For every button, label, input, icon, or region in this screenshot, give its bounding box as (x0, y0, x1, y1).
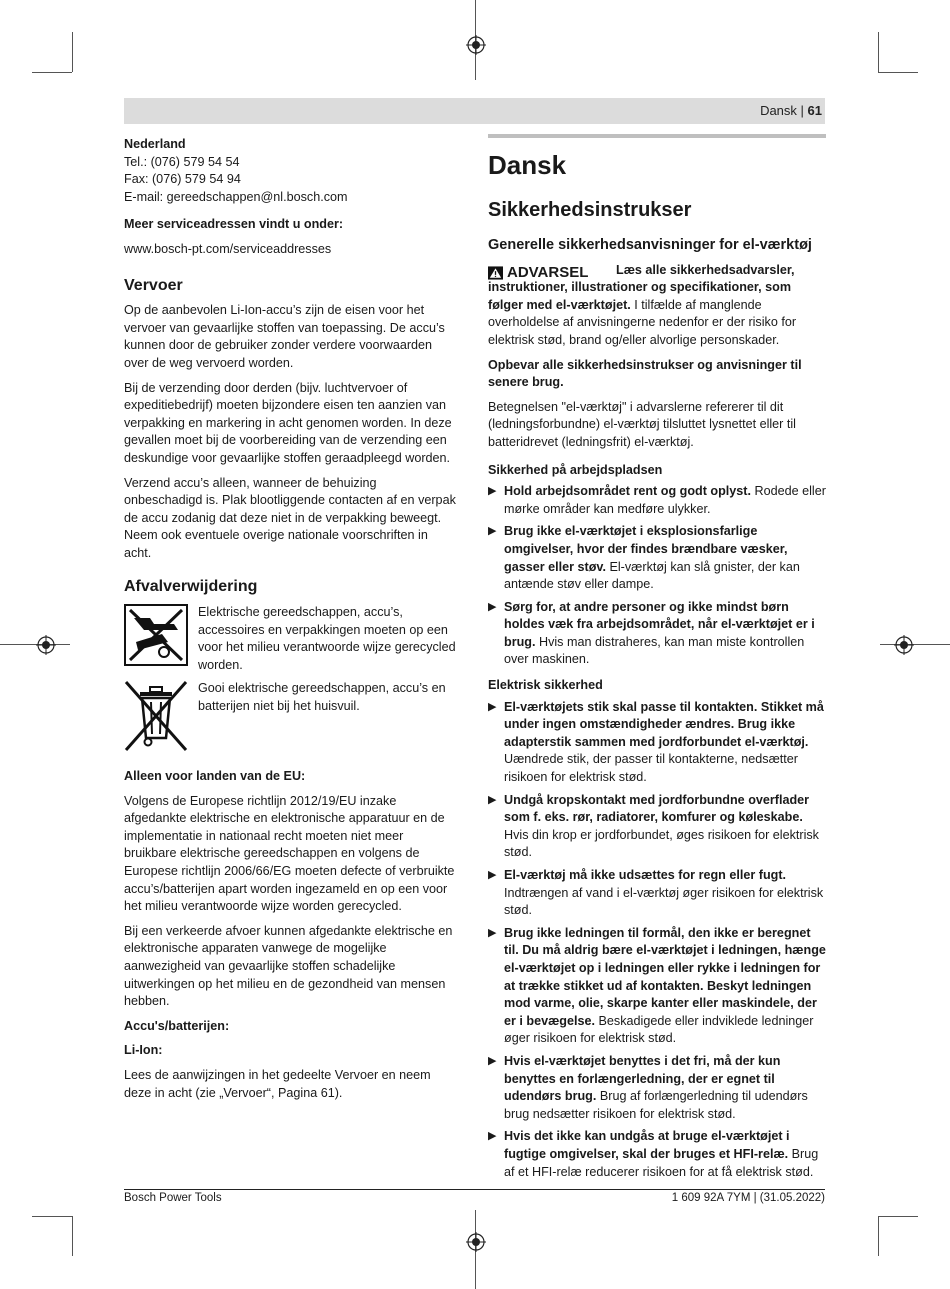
crop-mark (878, 1216, 918, 1217)
list-item (488, 1128, 826, 1181)
section-rule (488, 134, 826, 138)
list-item (488, 483, 826, 518)
left-column (124, 136, 458, 1109)
crop-mark (878, 32, 879, 72)
service-url: www.bosch-pt.com/serviceaddresses (124, 241, 332, 256)
disposal-recycle-block (124, 604, 458, 674)
list-item (488, 1053, 826, 1123)
list-item (488, 523, 826, 593)
list-item (488, 699, 826, 787)
list-item-bold: Brug ikke el-værktøjet i eksplosionsfarlige omgivelser, hvor der findes brændbare væsker, gasser eller støv. (504, 524, 788, 574)
crop-mark (878, 1216, 879, 1256)
warning-paragraph (488, 262, 826, 350)
list-item-text: Brug af et HFI-relæ reducerer risikoen for at få elektrisk stød. (504, 1146, 819, 1179)
bullet-arrow-icon: ▶ (488, 525, 497, 538)
batteries-heading: Accu's/batterijen: (124, 1018, 230, 1033)
disposal-bin-text: Gooi elektrische gereedschappen, accu’s en batterijen niet bij het huisvuil. (198, 681, 446, 714)
bullet-arrow-icon: ▶ (488, 600, 497, 613)
more-addresses-heading: Meer serviceadressen vindt u onder: (124, 217, 344, 232)
bullet-arrow-icon: ▶ (488, 926, 497, 939)
general-safety-title: Generelle sikkerhedsanvisninger for el-værktøj (488, 237, 812, 253)
list-item-bold: Hvis el-værktøjet benyttes i det fri, må der kun benyttes en forlængerledning, der er egnet til udendørs brug. (504, 1053, 781, 1104)
transport-paragraph: Bij de verzending door derden (bijv. luchtvervoer of expeditiebedrijf) moeten bijzondere eisen ten aanzien van verpakking en markering in acht genomen worden. In deze gevallen moet bij de voorbereiding van de verzending een deskundige voor gevaarlijke stoffen geraadpleegd worden. (124, 380, 452, 465)
transport-paragraph: Op de aanbevolen Li-Ion-accu’s zijn de eisen voor het vervoer van gevaarlijke stoffen van toepassing. De accu’s kunnen door de gebruiker zonder verdere voorwaarden over de weg vervoerd worden. (124, 303, 445, 370)
crop-mark (32, 1216, 72, 1217)
crop-mark (72, 1216, 73, 1256)
crop-mark (880, 644, 950, 645)
email-address: E-mail: gereedschappen@nl.bosch.com (124, 189, 348, 204)
disposal-bin-block (124, 680, 458, 758)
transport-heading: Vervoer (124, 276, 183, 294)
electrical-safety-heading: Elektrisk sikkerhed (488, 678, 603, 693)
crop-mark (878, 72, 918, 73)
warning-label: ADVARSEL (507, 264, 589, 281)
list-item-bold: Sørg for, at andre personer og ikke mindst børn holdes væk fra arbejdsområdet, når el-værktøjet er i brug. (504, 599, 815, 649)
disposal-recycle-text: Elektrische gereedschappen, accu’s, accessoires en verpakkingen moeten op een voor het milieu verantwoorde wijze gerecycled worden. (198, 605, 456, 672)
registration-mark-icon (894, 635, 914, 655)
list-item-bold: El-værktøjets stik skal passe til kontakten. Stikket må under ingen omstændigheder ændres. Brug ikke adapterstik sammen med jordforbundet el-værktøj. (504, 699, 824, 749)
bullet-arrow-icon: ▶ (488, 485, 497, 498)
registration-mark-icon (466, 1232, 486, 1252)
language-title: Dansk (488, 150, 567, 180)
crop-mark (72, 32, 73, 72)
crop-mark (0, 644, 70, 645)
fax-number: Fax: (076) 579 54 94 (124, 172, 241, 187)
footer-doc-number: 1 609 92A 7YM | (31.05.2022) (671, 1192, 825, 1204)
bullet-arrow-icon: ▶ (488, 869, 497, 881)
list-item (488, 599, 826, 669)
registration-mark-icon (466, 35, 486, 55)
work-area-heading: Sikkerhed på arbejdspladsen (488, 462, 663, 477)
header-language: Dansk (760, 103, 797, 118)
list-item-bold: El-værktøj må ikke udsættes for regn eller fugt. (504, 868, 787, 882)
bullet-arrow-icon: ▶ (488, 793, 497, 806)
bullet-arrow-icon: ▶ (488, 700, 497, 713)
bullet-arrow-icon: ▶ (488, 1054, 497, 1067)
list-item-text: Brug af forlængerledning til udendørs brug nedsætter risikoen for elektrisk stød. (504, 1089, 808, 1121)
country-heading: Nederland (124, 137, 186, 151)
liion-heading: Li-Ion: (124, 1043, 163, 1058)
recycle-tools-icon (124, 604, 188, 666)
list-item-text: El-værktøj kan slå gnister, der kan antænde støv eller dampe. (504, 559, 800, 592)
list-item-bold: Undgå kropskontakt med jordforbundne overflader som f. eks. rør, radiatorer, komfurer og køleskabe. (504, 792, 810, 825)
liion-paragraph: Lees de aanwijzingen in het gedeelte Vervoer en neem deze in acht (zie „Vervoer“, Pagina 61). (124, 1067, 431, 1100)
list-item-bold: Hold arbejdsområdet rent og godt oplyst. (504, 484, 751, 499)
warning-text: I tilfælde af manglende overholdelse af anvisningerne nedenfor er der risiko for elektrisk stød, brand og/eller alvorlige personskader. (488, 297, 797, 347)
keep-instructions-text: Opbevar alle sikkerhedsinstrukser og anvisninger til senere brug. (488, 357, 802, 390)
eu-heading: Alleen voor landen van de EU: (124, 769, 306, 784)
transport-paragraph: Verzend accu’s alleen, wanneer de behuizing onbeschadigd is. Plak blootliggende contacten af en verpak de accu zodanig dat deze niet in de verpakking beweegt. Neem ook eventuele overige nationale voorschriften in acht. (124, 475, 456, 560)
crop-mark (32, 72, 72, 73)
list-item-text: Indtrængen af vand i el-værktøj øger risikoen for elektrisk stød. (504, 885, 824, 918)
list-item-text: Beskadigede eller indviklede ledninger øger risikoen for elektrisk stød. (504, 1013, 814, 1046)
list-item-text: Hvis man distraheres, kan man miste kontrollen over maskinen. (504, 634, 805, 667)
work-area-list (488, 483, 826, 669)
page-header: Dansk | 61 (760, 103, 822, 118)
list-item (488, 867, 826, 920)
list-item-text: Hvis din krop er jordforbundet, øges risikoen for elektrisk stød. (504, 827, 819, 860)
warning-bold-text: Læs alle sikkerhedsadvarsler, instruktioner, illustrationer og specifikationer, som følger med el-værktøjet. (488, 262, 795, 312)
footer-rule (124, 1189, 825, 1190)
list-item-bold: Brug ikke ledningen til formål, den ikke er beregnet til. Du må aldrig bære el-værktøjet i ledningen, hænge el-værktøjet op i ledningen eller rykke i ledningen for at trække stikket ud af kontakten. Beskyt ledningen mod varme, olie, skarpe kanter eller maskindele, der er i bevægelse. (504, 925, 826, 1028)
eu-paragraph: Bij een verkeerde afvoer kunnen afgedankte elektrische en elektronische apparaten vanwege de mogelijke aanwezigheid van gevaarlijke stoffen schadelijke uitwerkingen op het milieu en de gezondheid van mensen hebben. (124, 923, 453, 1009)
list-item-text: Rodede eller mørke områder kan medføre ulykker. (504, 484, 826, 516)
bullet-arrow-icon: ▶ (488, 1130, 497, 1143)
safety-title: Sikkerhedsinstrukser (488, 199, 692, 221)
registration-mark-icon (36, 635, 56, 655)
right-column (488, 134, 826, 1186)
disposal-heading: Afvalverwijdering (124, 578, 258, 596)
page-number: 61 (807, 103, 822, 118)
list-item-bold: Hvis det ikke kan undgås at bruge el-værktøjet i fugtige omgivelser, skal der bruges et HFI-relæ. (504, 1129, 790, 1161)
term-definition-text: Betegnelsen "el-værktøj" i advarslerne refererer til dit (ledningsforbundne) el-værktøj tilsluttet lysnettet eller til batteridrevet (ledningsfrit) el-værktøj. (488, 399, 796, 449)
list-item (488, 925, 826, 1048)
phone-number: Tel.: (076) 579 54 54 (124, 154, 240, 169)
eu-paragraph: Volgens de Europese richtlijn 2012/19/EU inzake afgedankte elektrische en elektronische apparatuur en de implementatie in nationaal recht moeten niet meer bruikbare elektrische gereedschappen en volgens de Europese richtlijn 2006/66/EG moeten defecte of verbruikte accu’s/batterijen apart worden ingezameld en op een voor het milieu verantwoorde wijze worden gerecycled. (124, 793, 455, 914)
footer-brand: Bosch Power Tools (124, 1192, 222, 1204)
crossed-bin-icon (124, 680, 188, 752)
header-bar (124, 98, 825, 124)
list-item-text: Uændrede stik, der passer til kontakterne, nedsætter risikoen for elektrisk stød. (504, 752, 798, 785)
list-item (488, 792, 826, 862)
electrical-safety-list (488, 699, 826, 1181)
